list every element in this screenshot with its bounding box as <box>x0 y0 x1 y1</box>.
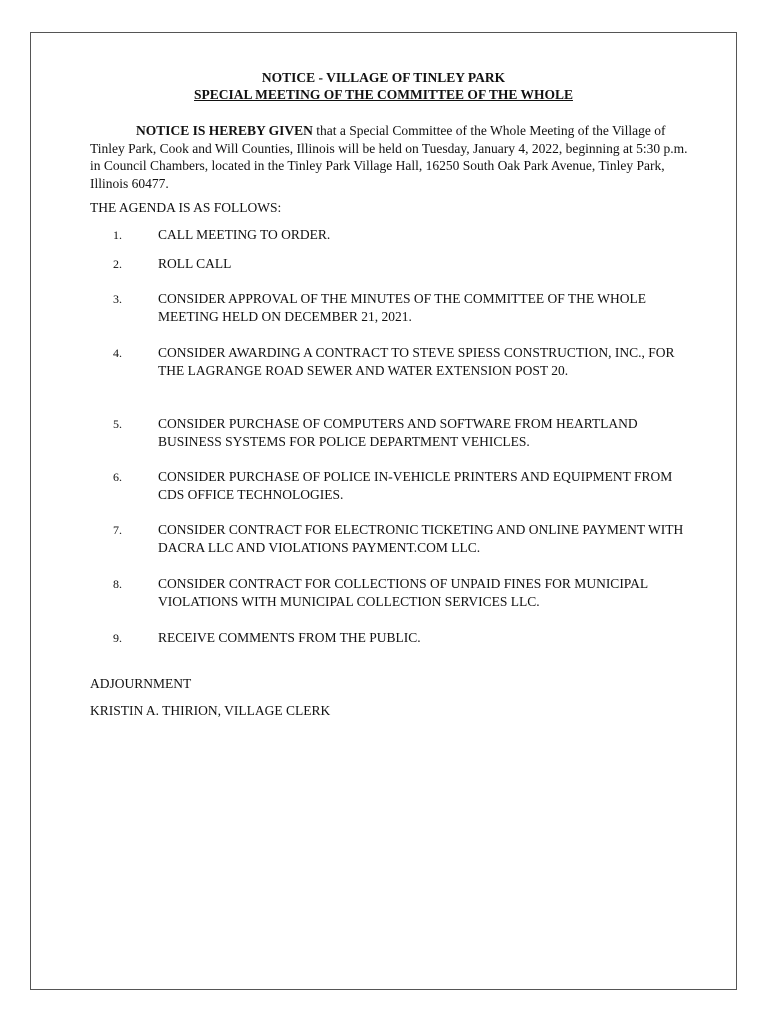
agenda-item-number: 7. <box>113 523 122 537</box>
agenda-item-text: CONSIDER CONTRACT FOR COLLECTIONS OF UNPAID FINES FOR MUNICIPAL VIOLATIONS WITH MUNICIPAL COLLECTION SERVICES LLC. <box>158 576 648 609</box>
clerk-signature: KRISTIN A. THIRION, VILLAGE CLERK <box>90 703 331 718</box>
agenda-item-text: CONSIDER PURCHASE OF POLICE IN-VEHICLE PRINTERS AND EQUIPMENT FROM CDS OFFICE TECHNOLOGIES. <box>158 469 673 502</box>
agenda-item-text: CONSIDER CONTRACT FOR ELECTRONIC TICKETING AND ONLINE PAYMENT WITH DACRA LLC AND VIOLATIONS PAYMENT.COM LLC. <box>158 522 684 555</box>
agenda-item-number: 4. <box>113 346 122 360</box>
agenda-list <box>31 33 736 989</box>
agenda-item-number: 5. <box>113 417 122 431</box>
agenda-item-text: CONSIDER APPROVAL OF THE MINUTES OF THE COMMITTEE OF THE WHOLE MEETING HELD ON DECEMBER 21, 2021. <box>158 291 647 324</box>
meeting-subtitle: SPECIAL MEETING OF THE COMMITTEE OF THE WHOLE <box>194 87 573 102</box>
adjournment: ADJOURNMENT <box>90 676 192 691</box>
agenda-item-text: CALL MEETING TO ORDER. <box>158 227 331 242</box>
agenda-item-text: CONSIDER PURCHASE OF COMPUTERS AND SOFTWARE FROM HEARTLAND BUSINESS SYSTEMS FOR POLICE DEPARTMENT VEHICLES. <box>158 416 638 449</box>
agenda-item-number: 1. <box>113 228 122 242</box>
document-page <box>30 32 737 990</box>
agenda-item-number: 8. <box>113 577 122 591</box>
agenda-heading: THE AGENDA IS AS FOLLOWS: <box>90 200 282 215</box>
agenda-item-number: 9. <box>113 631 122 645</box>
agenda-item-text: ROLL CALL <box>158 256 232 271</box>
agenda-item-number: 2. <box>113 257 122 271</box>
notice-lead: NOTICE IS HEREBY GIVEN <box>136 123 313 138</box>
notice-body: that a Special Committee of the Whole Meeting of the Village of Tinley Park, Cook and Will Counties, Illinois will be held on Tuesday, January 4, 2022, beginning at 5:30 p.m. in Council Chambers, located in the Tinley Park Village Hall, 16250 South Oak Park Avenue, Tinley Park, Illinois 60477. <box>90 123 688 191</box>
agenda-item-text: RECEIVE COMMENTS FROM THE PUBLIC. <box>158 630 421 645</box>
agenda-item-number: 3. <box>113 292 122 306</box>
notice-title: NOTICE - VILLAGE OF TINLEY PARK <box>261 70 506 85</box>
agenda-item-number: 6. <box>113 470 122 484</box>
agenda-item-text: CONSIDER AWARDING A CONTRACT TO STEVE SPIESS CONSTRUCTION, INC., FOR THE LAGRANGE ROAD SEWER AND WATER EXTENSION POST 20. <box>158 345 675 378</box>
